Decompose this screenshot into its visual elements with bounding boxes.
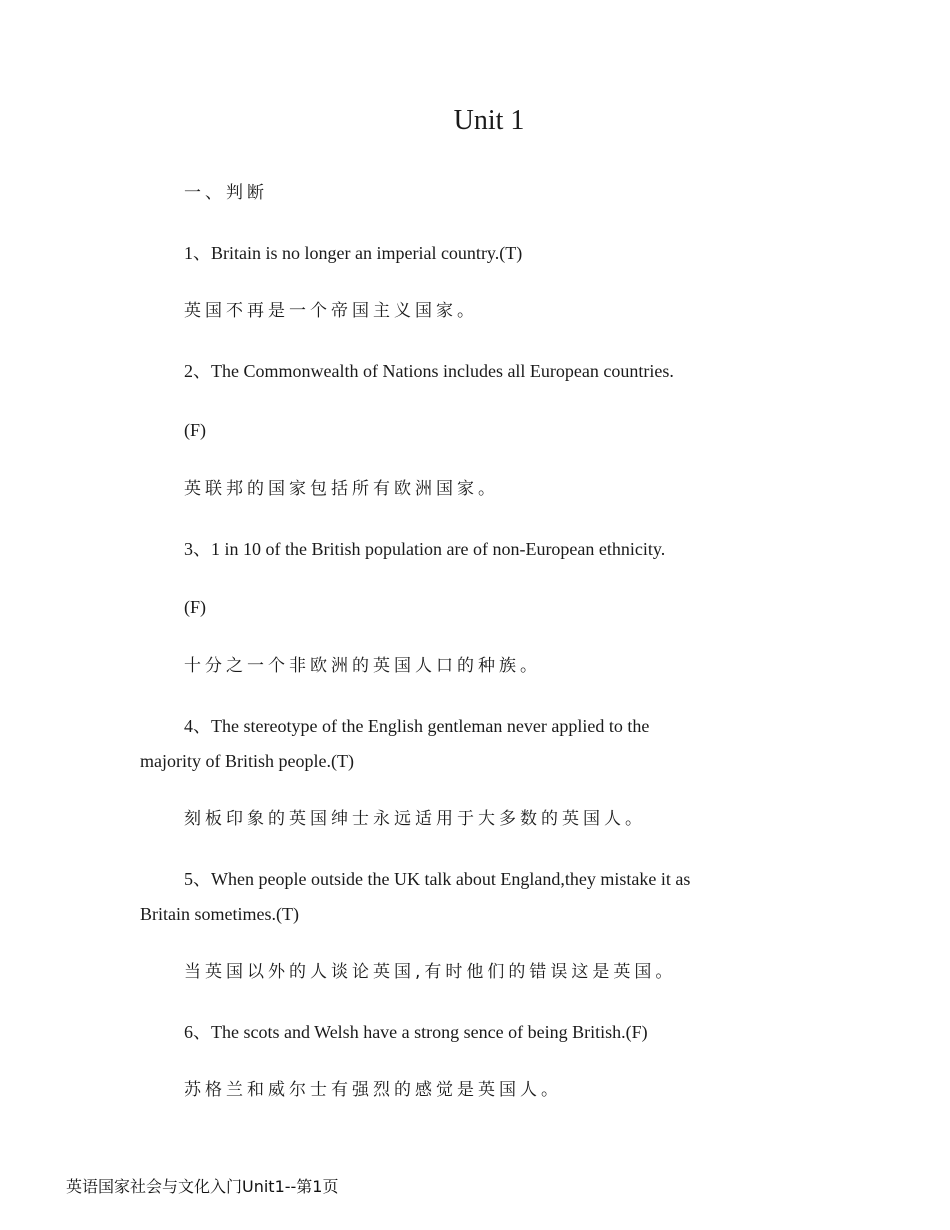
question-1-text: 1、Britain is no longer an imperial country.(T) <box>184 243 523 263</box>
question-6-text: 6、The scots and Welsh have a strong sence of being British.(F) <box>184 1022 648 1042</box>
question-3-answer: (F) <box>184 597 206 617</box>
question-5-text-continued: Britain sometimes.(T) <box>140 904 299 924</box>
page-title: Unit 1 <box>453 105 525 136</box>
question-1-translation: 英国不再是一个帝国主义国家。 <box>184 301 478 321</box>
question-2-text: 2、The Commonwealth of Nations includes all European countries. <box>184 361 674 381</box>
section-heading: 一、判断 <box>184 183 268 203</box>
question-2-translation: 英联邦的国家包括所有欧洲国家。 <box>184 479 499 499</box>
question-3-text: 3、1 in 10 of the British population are of non-European ethnicity. <box>184 539 666 559</box>
question-4-text-continued: majority of British people.(T) <box>140 751 354 771</box>
question-4-translation: 刻板印象的英国绅士永远适用于大多数的英国人。 <box>184 809 646 829</box>
question-6-translation: 苏格兰和威尔士有强烈的感觉是英国人。 <box>184 1080 562 1100</box>
question-5-translation: 当英国以外的人谈论英国,有时他们的错误这是英国。 <box>184 962 677 982</box>
question-4-text: 4、The stereotype of the English gentleman never applied to the <box>184 716 650 736</box>
question-2-answer: (F) <box>184 420 206 440</box>
question-3-translation: 十分之一个非欧洲的英国人口的种族。 <box>184 656 541 676</box>
page-footer: 英语国家社会与文化入门Unit1--第1页 <box>66 1177 339 1196</box>
question-5-text: 5、When people outside the UK talk about England,they mistake it as <box>184 869 691 889</box>
